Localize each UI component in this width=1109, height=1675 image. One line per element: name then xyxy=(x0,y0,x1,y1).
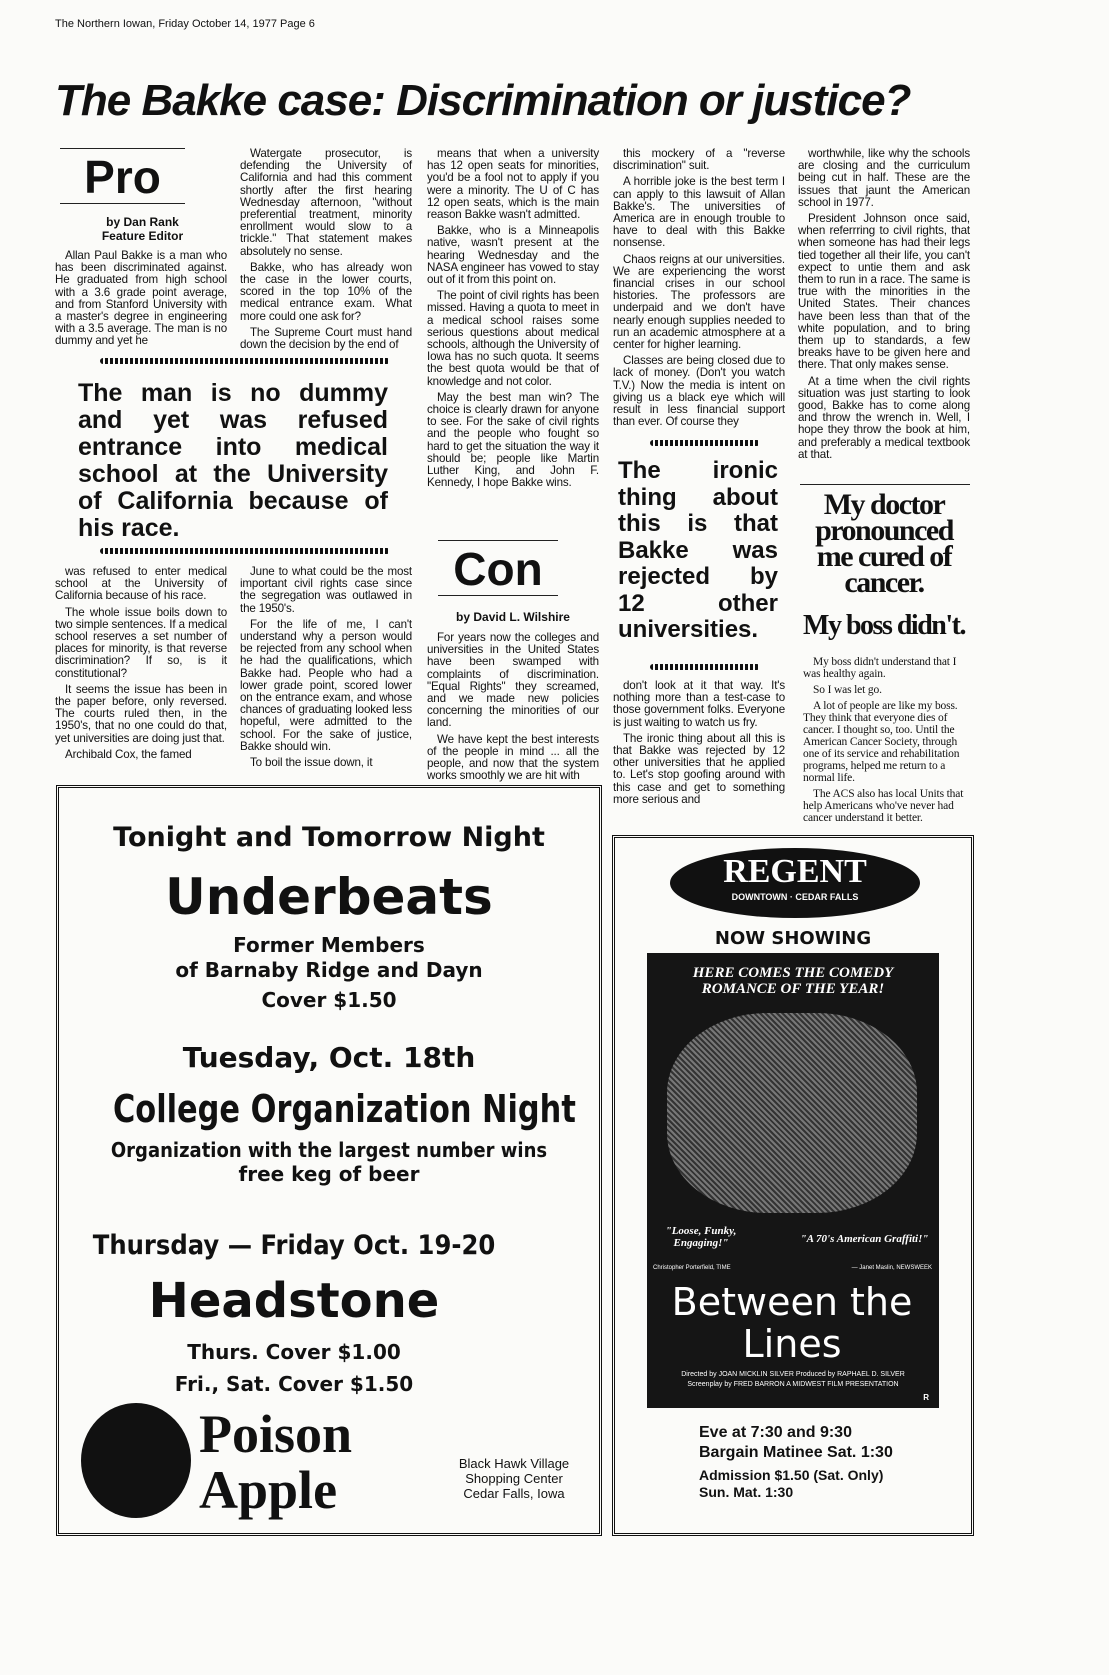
now-showing: NOW SHOWING xyxy=(714,928,872,949)
paragraph: For the life of me, I can't understand why a person would be rejected from any school when he had the qualifications, which Bakke had. People who had a lower grade point, scored lower on the entrance exam, and whose chances of graduating looked less hopeful, were admitted to the school. For the sake of justice, Bakke should win. xyxy=(240,617,412,753)
wavy-divider xyxy=(100,358,390,364)
ad-line: Fri., Sat. Cover $1.50 xyxy=(174,1372,414,1396)
showtime: Bargain Matinee Sat. 1:30 xyxy=(699,1444,893,1461)
paragraph: It seems the issue has been in the paper before, only reversed. The courts ruled then, in the 1950's, that no one could do that, yet universities are doing just that. xyxy=(55,682,227,745)
divider xyxy=(438,595,558,596)
apple-logo-icon xyxy=(81,1403,191,1518)
paragraph: Watergate prosecutor, is defending the University of California and had this comment shortly after the first hearing Wednesday afternoon, "without preferential treatment, minority enrollment would slow to a trickle." That statement makes absolutely no sense. xyxy=(240,147,412,258)
divider xyxy=(60,148,185,149)
poison-apple-logo: Poison Apple xyxy=(199,1404,353,1520)
theater-location: DOWNTOWN · CEDAR FALLS xyxy=(731,892,859,902)
acs-subhead: My boss didn't. xyxy=(803,610,965,641)
paragraph: Bakke, who has already won the case in the lower courts, scored in the top 10% of the medical entrance exam. What more could one ask for? xyxy=(240,260,412,323)
con-byline: by David L. Wilshire xyxy=(456,610,570,624)
pro-label: Pro xyxy=(84,151,161,203)
paragraph: At a time when the civil rights situation was just starting to look good, Bakke has to come along and throw the wrench in. Well, I hope they throw the book at him, and preferably a medical textbook at that. xyxy=(798,374,970,461)
theater-name: REGENT xyxy=(723,853,867,890)
band-underbeats: Underbeats xyxy=(165,868,493,926)
con-label: Con xyxy=(453,543,543,595)
ad-line: Former Members xyxy=(233,933,425,957)
ad-line: Organization with the largest number wins xyxy=(110,1138,548,1162)
ad-line: Cover $1.50 xyxy=(261,988,397,1012)
paragraph: So I was let go. xyxy=(813,684,882,696)
paragraph: To boil the issue down, it xyxy=(250,756,373,770)
ad-line: of Barnaby Ridge and Dayn xyxy=(175,958,483,982)
ad-line: Thurs. Cover $1.00 xyxy=(187,1340,401,1364)
paragraph: worthwhile, like why the schools are closing and the curriculum being cut in half. These are the issues that jaunt the American school in 1977. xyxy=(798,147,970,209)
con-pull-quote: The ironic thing about this is that Bakke was rejected by 12 other universities. xyxy=(618,457,778,643)
review-quote: "A 70's American Graffiti!" xyxy=(800,1233,929,1245)
divider xyxy=(438,540,558,541)
pro-col2-top xyxy=(240,148,412,355)
review-source: — Janet Maslin, NEWSWEEK xyxy=(851,1265,932,1271)
ad-line: College Organization Night xyxy=(113,1087,576,1131)
pro-byline xyxy=(55,215,230,243)
con-col5 xyxy=(798,148,970,465)
acs-body xyxy=(803,656,968,828)
pro-col3 xyxy=(427,148,599,493)
pro-pull-quote: The man is no dummy and yet was refused entrance into medical school at the University of California because of his race. xyxy=(78,379,388,542)
divider xyxy=(800,484,970,485)
band-headstone: Headstone xyxy=(148,1273,440,1329)
poster-tagline: HERE COMES THE COMEDY ROMANCE OF THE YEAR! xyxy=(692,965,894,997)
regent-logo xyxy=(670,848,920,918)
wavy-divider xyxy=(650,664,760,670)
paragraph: June to what could be the most important civil rights case since the segregation was outlawed in the 1950's. xyxy=(240,565,412,615)
credits: Directed by JOAN MICKLIN SILVER Produced by RAPHAEL D. SILVER xyxy=(681,1371,905,1378)
paragraph: My boss didn't understand that I was healthy again. xyxy=(803,656,957,680)
review-quote: "Loose, Funky, Engaging!" xyxy=(665,1225,737,1249)
paragraph: means that when a university has 12 open seats for minorities, you'd be a fool not to apply if you were a minority. The U of C has 12 open seats, which is the main reason Bakke wasn't admitted. xyxy=(427,147,599,222)
paragraph: We have kept the best interests of the people in mind ... all the people, and now that the system works smoothly we are hit with xyxy=(427,732,599,783)
movie-poster xyxy=(647,953,939,1408)
paragraph: Archibald Cox, the famed xyxy=(65,747,192,761)
paragraph: The ACS also has local Units that help Americans who've never had cancer understand it better. xyxy=(803,788,964,824)
wavy-divider xyxy=(100,548,390,554)
paragraph: Bakke, who is a Minneapolis native, wasn't present at the hearing Wednesday and the NASA engineer has vowed to stay out of it from this point on. xyxy=(427,224,599,287)
paragraph: Classes are being closed due to lack of money. (Don't you watch T.V.) Now the media is intent on giving us a black eye which will result in less financial support than ever. Of course they xyxy=(613,354,785,429)
paragraph: this mockery of a "reverse discrimination" suit. xyxy=(613,147,785,173)
folio: The Northern Iowan, Friday October 14, 1977 Page 6 xyxy=(55,18,315,30)
paragraph: May the best man win? The choice is clearly drawn for anyone to see. For the sake of civil rights and the people who fought so hard to get the situation the way it should be; people like Martin Luther King, and John F. Kennedy, I hope Bakke wins. xyxy=(427,390,599,490)
address xyxy=(454,1456,574,1501)
paragraph: President Johnson once said, when referrring to civil rights, that when someone has had their legs tied together all their life, you can't expect to untie them and ask them to run in a race. The same is true with the minorities in the United States. Their chances have been less than that of the white population, and to bring them up to standards, a few breaks have to be given here and there. That only makes sense. xyxy=(798,212,970,372)
admission: Admission $1.50 (Sat. Only) xyxy=(699,1467,884,1483)
paragraph: A horrible joke is the best term I can apply to this lawsuit of Allan Bakke's. The universities of America are in enough trouble to have to deal with this Bakke nonsense. xyxy=(613,175,785,250)
ad-line: free keg of beer xyxy=(238,1162,420,1186)
review-source: Christopher Porterfield, TIME xyxy=(653,1265,731,1271)
regent-ad xyxy=(612,835,974,1536)
headline: The Bakke case: Discrimination or justice? xyxy=(55,76,911,125)
paragraph: was refused to enter medical school at the University of California because of his race. xyxy=(55,565,227,603)
address-line: Cedar Falls, Iowa xyxy=(463,1486,565,1501)
ad-line: Tuesday, Oct. 18th xyxy=(182,1041,476,1074)
paragraph: The point of civil rights has been missed. Having a quota to meet in a medical school raises some serious questions about medical schools, although the University of Iowa has no such quota. It seems the best quota would be that of knowledge and not color. xyxy=(427,289,599,388)
paragraph: The Supreme Court must hand down the decision by the end of xyxy=(240,325,412,352)
paragraph: A lot of people are like my boss. They think that everyone dies of cancer. I thought so, too. Until the American Cancer Society, through one of its service and rehabilitation programs, helped me return to a normal life. xyxy=(803,700,960,784)
byline-name: by Dan Rank xyxy=(106,215,179,229)
address-line: Shopping Center xyxy=(465,1471,563,1486)
pro-col1-top xyxy=(55,250,227,352)
credits: Screenplay by FRED BARRON A MIDWEST FILM PRESENTATION xyxy=(687,1381,899,1388)
ad-line: Tonight and Tomorrow Night xyxy=(113,822,545,853)
paragraph: don't look at it that way. It's nothing more than a test-case to those government folks. Everyone is just waiting to watch us fry. xyxy=(613,679,785,729)
pro-col1-bottom xyxy=(55,566,227,765)
con-col4-bottom xyxy=(613,680,785,810)
pro-col2-bottom xyxy=(240,566,412,773)
paragraph: For years now the colleges and universities in the United States have been swamped with complaints of discrimination. "Equal Rights" they screamed, and we made new policies concerning the minorities of our land. xyxy=(427,631,599,730)
rating-badge: R xyxy=(923,1393,929,1402)
divider xyxy=(60,203,185,204)
showtimes xyxy=(699,1423,893,1501)
address-line: Black Hawk Village xyxy=(458,1456,570,1471)
showtime: Eve at 7:30 and 9:30 xyxy=(699,1424,852,1441)
paragraph: Allan Paul Bakke is a man who has been discriminated against. He graduated from high school with a 3.6 grade point average, and from Stanford University with a master's degree in engineering with a 3.5 average. The man is no dummy and yet he xyxy=(55,249,227,348)
byline-title: Feature Editor xyxy=(101,229,184,243)
showtime: Sun. Mat. 1:30 xyxy=(699,1484,794,1500)
poster-photo xyxy=(667,1013,917,1213)
movie-title: Between the Lines xyxy=(671,1280,913,1366)
ad-line: Thursday — Friday Oct. 19-20 xyxy=(92,1230,496,1261)
paragraph: The ironic thing about all this is that Bakke was rejected by 12 other universities that he applied to. Let's stop goofing around with this case and get to something more serious and xyxy=(613,731,785,806)
paragraph: The whole issue boils down to two simple sentences. If a medical school reserves a set number of places for minority, is that reverse discrimination? If so, is it constitutional? xyxy=(55,605,227,680)
con-col4-top xyxy=(613,148,785,432)
con-col3 xyxy=(427,632,599,786)
acs-headline: My doctor pronounced me cured of cancer. xyxy=(815,488,953,599)
paragraph: Chaos reigns at our universities. We are experiencing the worst financial crises in our school histories. The professors are underpaid and we don't have nearly enough supplies needed to run an academic atmosphere at a center for higher learning. xyxy=(613,252,785,352)
wavy-divider xyxy=(650,440,760,446)
poison-apple-ad xyxy=(56,785,602,1536)
